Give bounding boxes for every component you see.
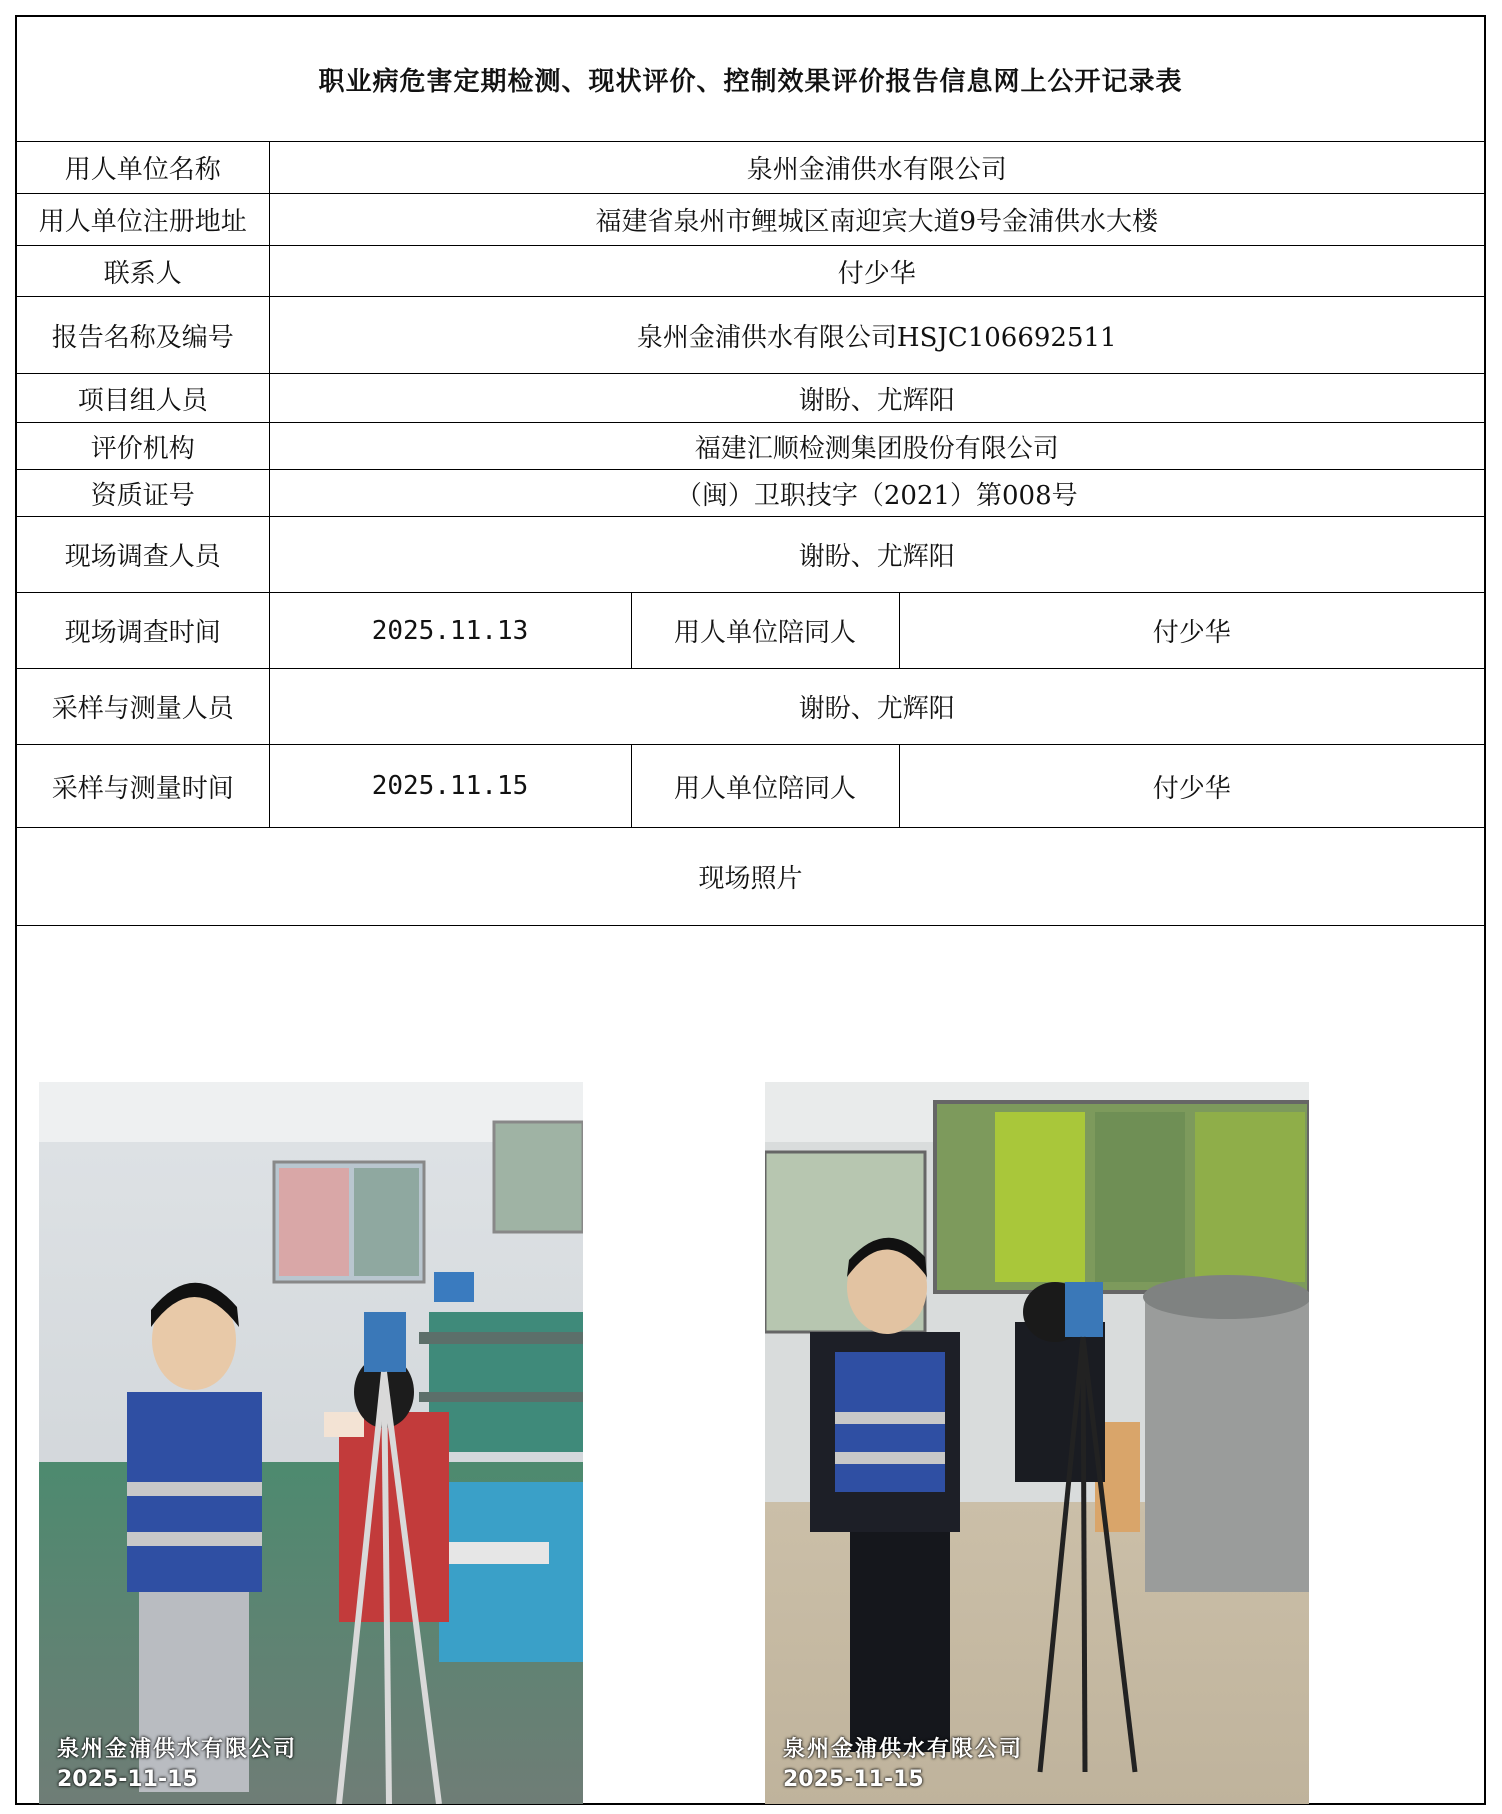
site-photo-2 <box>765 1082 1309 1804</box>
project-team-label: 项目组人员 <box>17 374 269 423</box>
sampling-time-value: 2025.11.15 <box>269 745 631 828</box>
employer-name-value: 泉州金浦供水有限公司 <box>269 142 1484 194</box>
sampling-companion-label: 用人单位陪同人 <box>631 745 899 828</box>
institution-label: 评价机构 <box>17 423 269 470</box>
photo-2-watermark-date: 2025-11-15 <box>783 1767 924 1792</box>
survey-time-label: 现场调查时间 <box>17 593 269 669</box>
site-photo-2-image <box>765 1082 1309 1804</box>
contact-label: 联系人 <box>17 246 269 297</box>
contact-value: 付少华 <box>269 246 1484 297</box>
page-title: 职业病危害定期检测、现状评价、控制效果评价报告信息网上公开记录表 <box>17 17 1484 142</box>
institution-value: 福建汇顺检测集团股份有限公司 <box>269 423 1484 470</box>
survey-staff-value: 谢盼、尤辉阳 <box>269 517 1484 593</box>
site-photo-1-image <box>39 1082 583 1804</box>
survey-companion-label: 用人单位陪同人 <box>631 593 899 669</box>
survey-time-value: 2025.11.13 <box>269 593 631 669</box>
photo-1-watermark <box>57 1732 297 1792</box>
photos-heading: 现场照片 <box>17 828 1484 926</box>
qualification-value: （闽）卫职技字（2021）第008号 <box>269 470 1484 517</box>
qualification-label: 资质证号 <box>17 470 269 517</box>
report-label: 报告名称及编号 <box>17 297 269 374</box>
record-sheet <box>15 15 1486 1805</box>
survey-staff-label: 现场调查人员 <box>17 517 269 593</box>
sampling-companion-value: 付少华 <box>899 745 1484 828</box>
sampling-staff-label: 采样与测量人员 <box>17 669 269 745</box>
report-value: 泉州金浦供水有限公司HSJC106692511 <box>269 297 1484 374</box>
employer-address-value: 福建省泉州市鲤城区南迎宾大道9号金浦供水大楼 <box>269 194 1484 246</box>
sampling-time-label: 采样与测量时间 <box>17 745 269 828</box>
site-photos <box>17 1050 1484 1803</box>
site-photo-1 <box>39 1082 583 1804</box>
photo-2-watermark-company: 泉州金浦供水有限公司 <box>783 1737 1024 1762</box>
survey-companion-value: 付少华 <box>899 593 1484 669</box>
employer-address-label: 用人单位注册地址 <box>17 194 269 246</box>
record-table <box>17 17 1484 926</box>
photo-1-watermark-company: 泉州金浦供水有限公司 <box>57 1737 298 1762</box>
employer-name-label: 用人单位名称 <box>17 142 269 194</box>
photo-2-watermark <box>783 1732 1023 1792</box>
photo-1-watermark-date: 2025-11-15 <box>57 1767 198 1792</box>
sampling-staff-value: 谢盼、尤辉阳 <box>269 669 1484 745</box>
project-team-value: 谢盼、尤辉阳 <box>269 374 1484 423</box>
